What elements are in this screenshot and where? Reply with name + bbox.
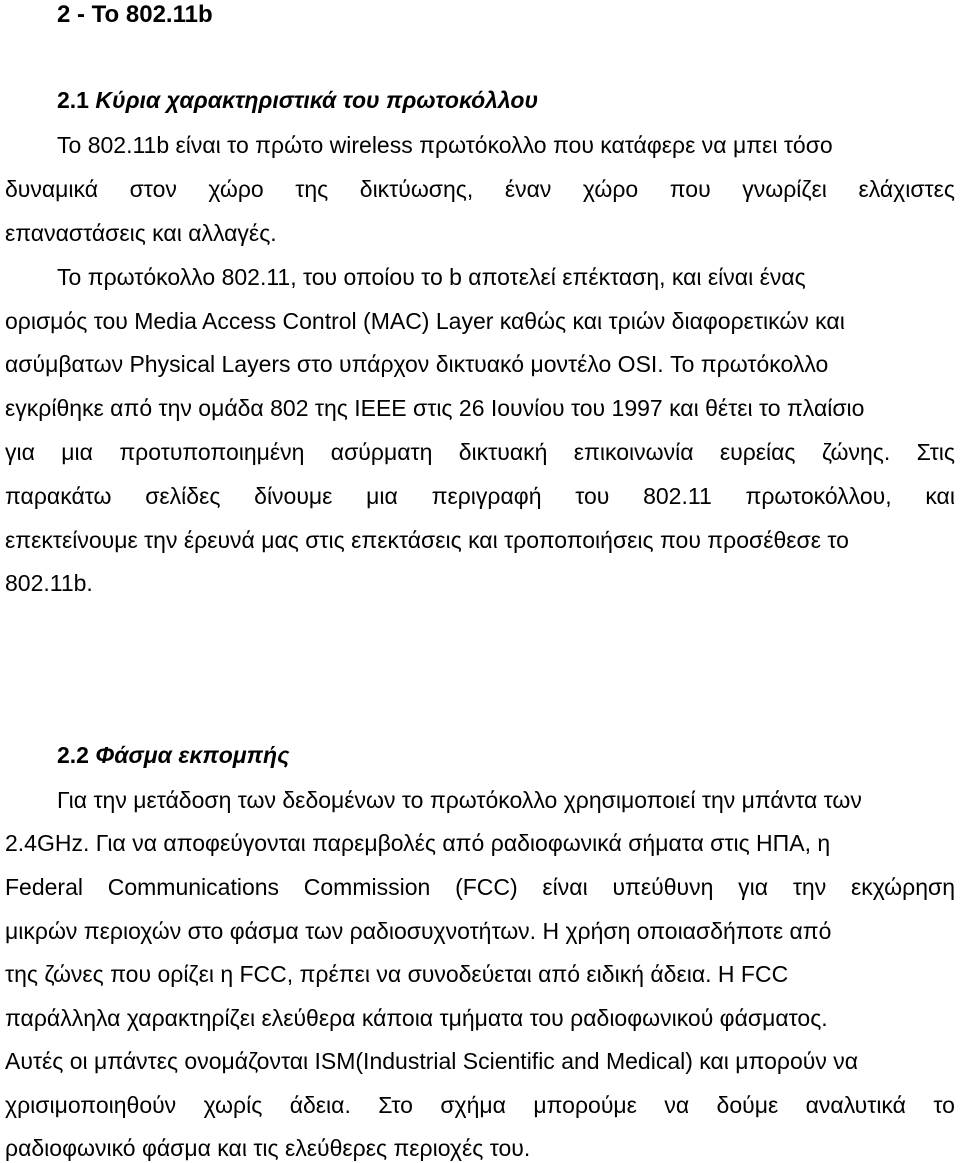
word: σχήμα [440,1092,506,1118]
word: της [295,176,329,202]
paragraph-line: ραδιοφωνικό φάσμα και τις ελεύθερες περιοχές του. [5,1135,531,1161]
paragraph-line: 2.4GHz. Για να αποφεύγονται παρεμβολές από ραδιοφωνικά σήματα στις ΗΠΑ, η [5,830,831,856]
word: γνωρίζει [742,176,827,202]
word: χώρο [208,176,264,202]
word: ελάχιστες [858,176,955,202]
subsection-title: Κύρια χαρακτηριστικά του πρωτοκόλλου [95,87,539,113]
word: μπορούμε [533,1092,637,1118]
word: άδεια. [289,1092,351,1118]
word: πρωτοκόλλου, [745,483,892,509]
word: περιγραφή [431,483,542,509]
paragraph-line: παράλληλα χαρακτηρίζει ελεύθερα κάποια τμήματα του ραδιοφωνικού φάσματος. [5,1005,828,1031]
word: (FCC) [455,874,518,900]
word: προτυποποιημένη [119,439,305,465]
word: και [925,483,955,509]
paragraph-line: της ζώνες που ορίζει η FCC, πρέπει να συνοδεύεται από ειδική άδεια. Η FCC [5,961,789,987]
word: του [575,483,610,509]
word: Federal [5,874,83,900]
word: υπεύθυνη [612,874,714,900]
word: Στο [378,1092,413,1118]
paragraph-line: ασύμβατων Physical Layers στο υπάρχον δικτυακό μοντέλο OSI. Το πρωτόκολλο [5,351,829,377]
word: δυναμικά [5,176,99,202]
word: αναλυτικά [805,1092,906,1118]
paragraph-line: επαναστάσεις και αλλαγές. [5,220,277,246]
word: ζώνης. [821,439,891,465]
word: χώρο [582,176,639,202]
word: μια [366,483,398,509]
word: στον [129,176,177,202]
word: δικτύωσης, [359,176,474,202]
word: για [738,874,769,900]
word: ασύρματη [330,439,433,465]
word: Communications [107,874,280,900]
section-heading: 2 - Το 802.11b [57,1,213,28]
word: το [933,1092,955,1118]
word: παρακάτω [5,483,112,509]
paragraph-line [5,174,955,204]
word: ευρείας [719,439,796,465]
subsection-heading-2-1 [57,85,538,115]
word: για [5,439,35,465]
word: σελίδες [145,483,221,509]
word: δούμε [716,1092,779,1118]
subsection-title: Φάσμα εκπομπής [95,742,290,768]
word: μια [61,439,93,465]
paragraph-line [5,481,955,511]
paragraph-line: Αυτές οι μπάντες ονομάζονται ISM(Industrial Scientific and Medical) και μπορούν να [5,1048,859,1074]
paragraph-line: μικρών περιοχών στο φάσμα των ραδιοσυχνοτήτων. Η χρήση οποιασδήποτε από [5,918,832,944]
paragraph-line: Για την μετάδοση των δεδομένων το πρωτόκολλο χρησιμοποιεί την μπάντα των [57,787,862,813]
paragraph-line: Το 802.11b είναι το πρώτο wireless πρωτόκολλο που κατάφερε να μπει τόσο [57,132,833,158]
word: δικτυακή [458,439,548,465]
paragraph-line: εγκρίθηκε από την ομάδα 802 της IEEE στις 26 Ιουνίου του 1997 και θέτει το πλαίσιο [5,395,865,421]
paragraph-line: ορισμός του Media Access Control (MAC) Layer καθώς και τριών διαφορετικών και [5,308,845,334]
paragraph-line: 802.11b. [5,570,93,596]
subsection-number: 2.2 [57,742,89,768]
word: 802.11 [643,483,712,509]
word: εκχώρηση [850,874,955,900]
word: Commission [303,874,431,900]
word: χωρίς [203,1092,263,1118]
word: δίνουμε [254,483,333,509]
paragraph-line: Το πρωτόκολλο 802.11, του οποίου το b αποτελεί επέκταση, και είναι ένας [57,264,806,290]
word: να [664,1092,690,1118]
paragraph-line [5,872,955,902]
paragraph-line [5,437,955,467]
word: είναι [542,874,588,900]
word: που [669,176,711,202]
word: επικοινωνία [573,439,694,465]
word: την [792,874,827,900]
word: χρισιμοποιηθούν [5,1092,177,1118]
word: έναν [504,176,552,202]
word: Στις [916,439,955,465]
paragraph-line [5,1090,955,1120]
paragraph-line: επεκτείνουμε την έρευνά μας στις επεκτάσεις και τροποποιήσεις που προσέθεσε το [5,527,849,553]
subsection-heading-2-2 [57,740,289,770]
subsection-number: 2.1 [57,87,89,113]
